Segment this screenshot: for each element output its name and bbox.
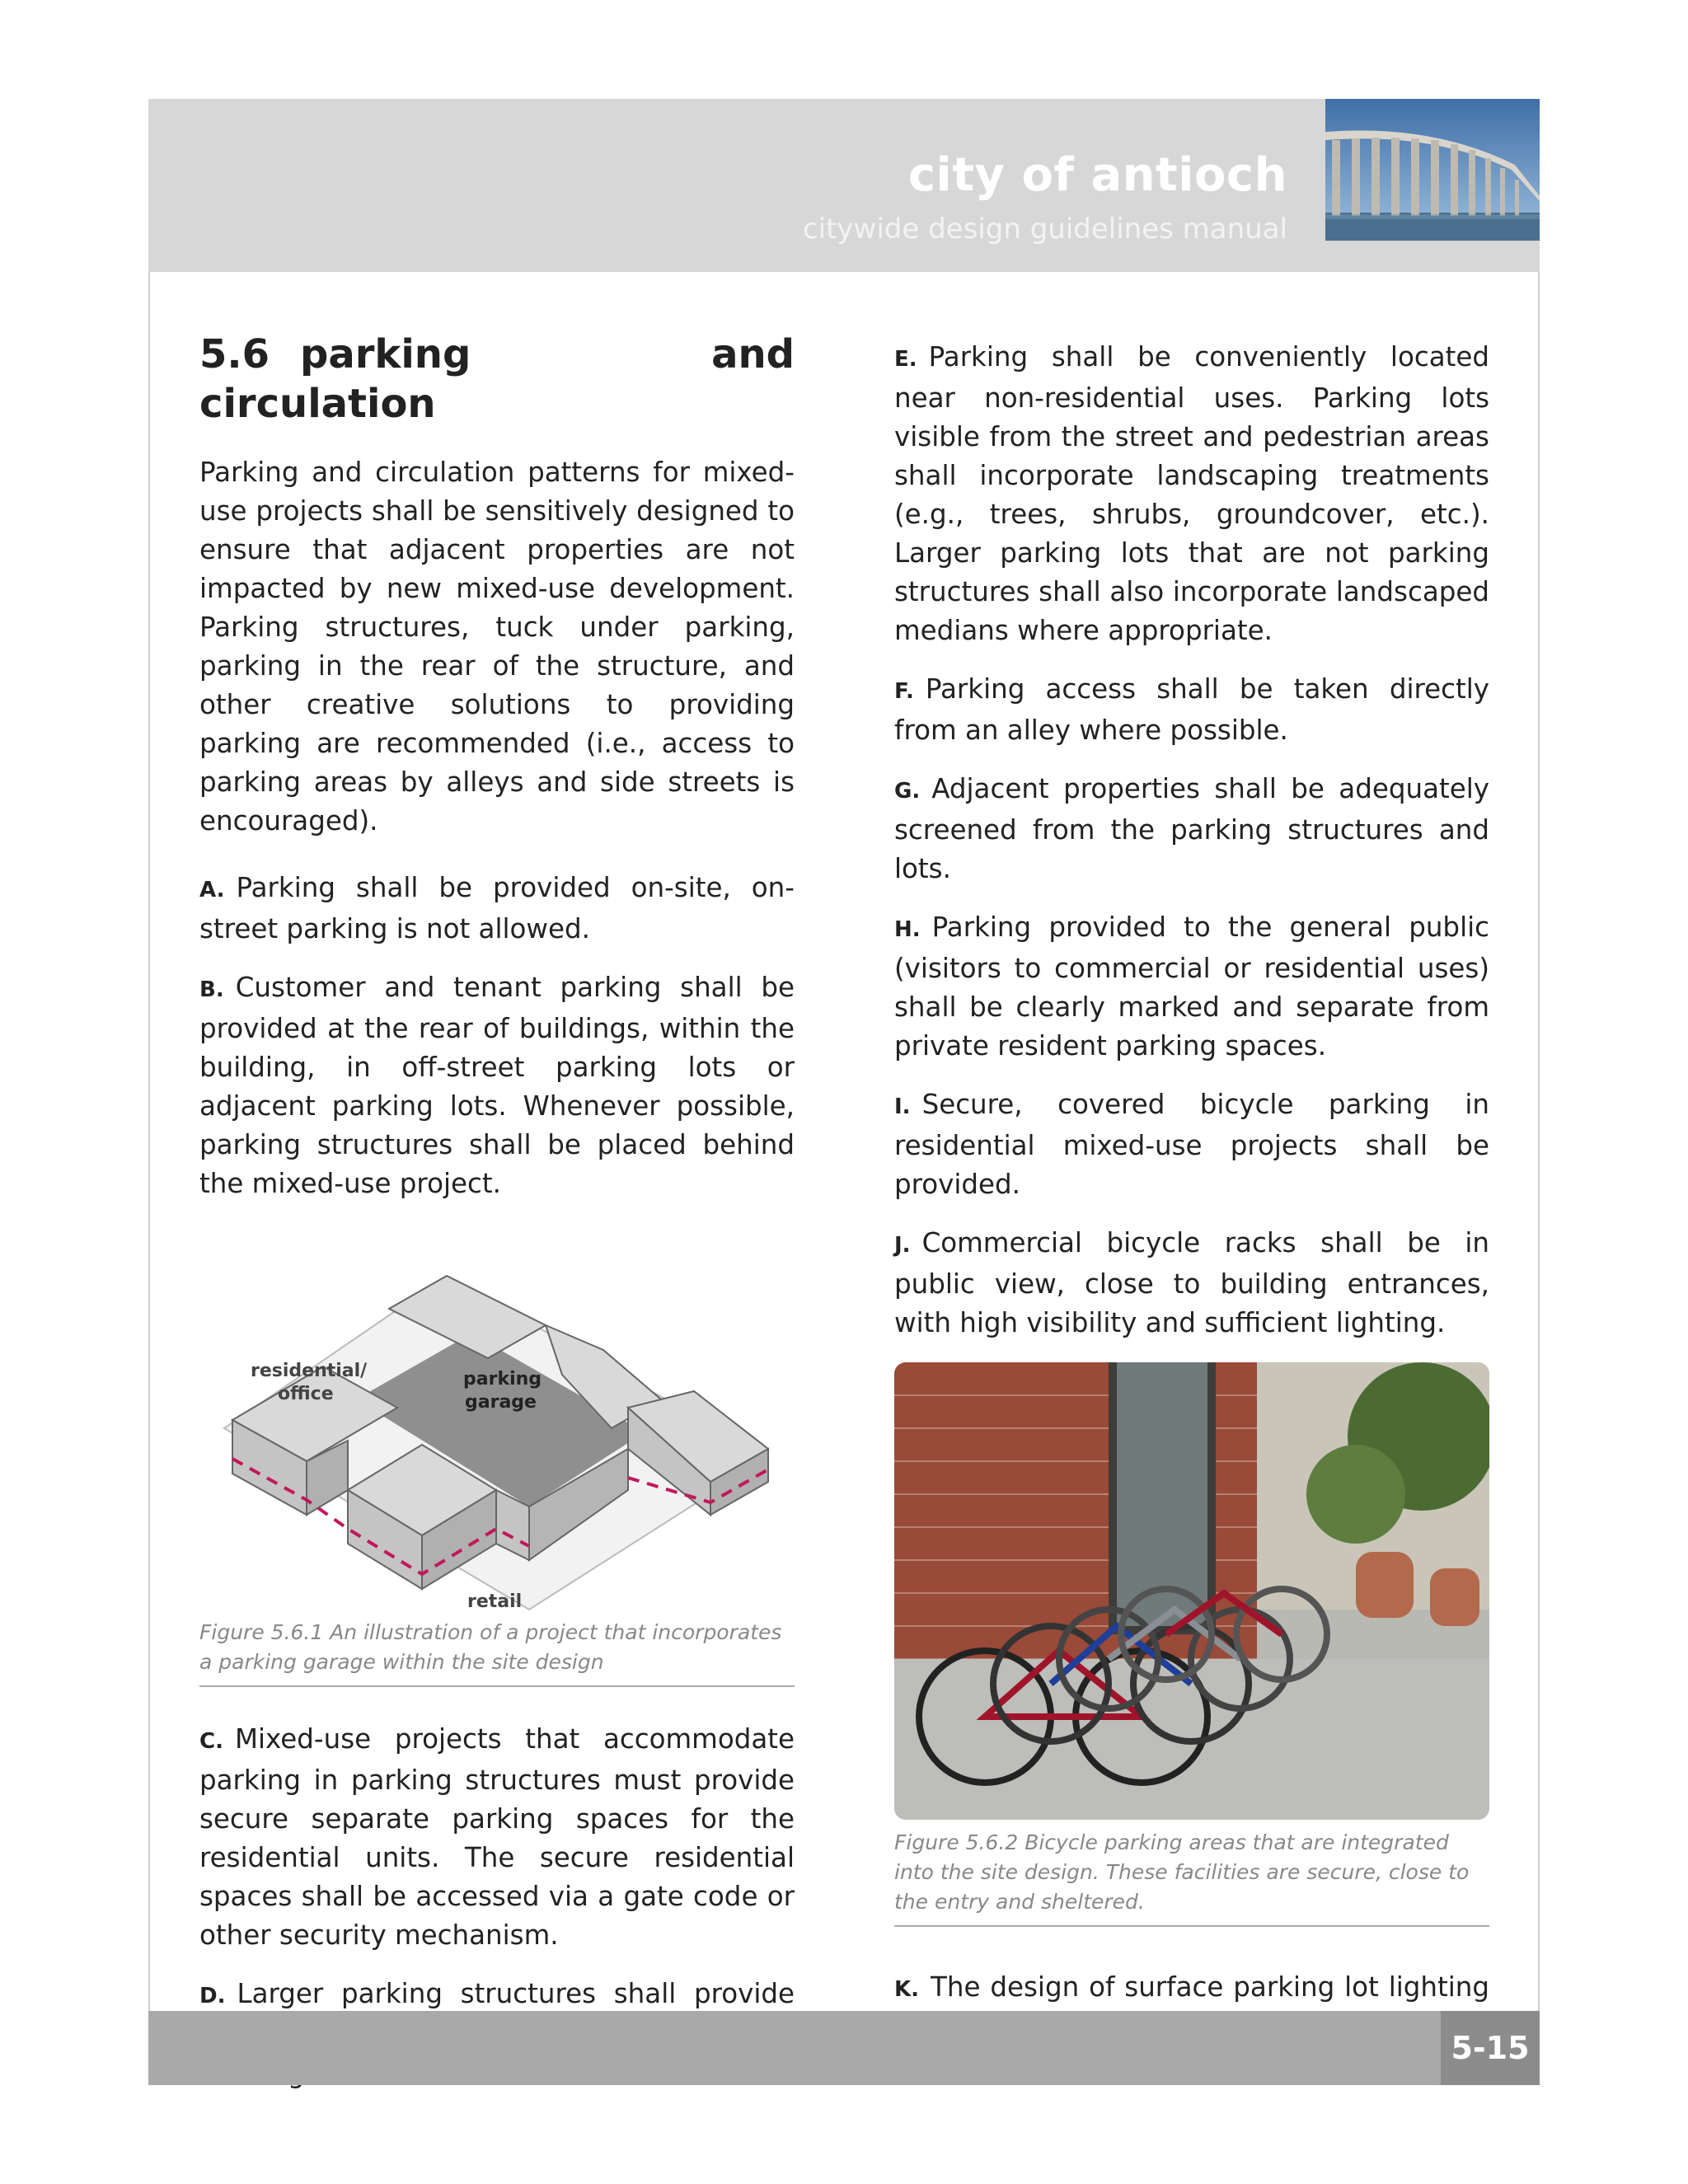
- item-letter: H.: [894, 917, 921, 942]
- item-j: [894, 1224, 1489, 1343]
- item-letter: J.: [894, 1233, 911, 1258]
- item-text: Larger parking structures shall provide: [237, 1978, 795, 2009]
- bicycle-rack-photo: [894, 1362, 1489, 1820]
- left-column: [199, 330, 795, 2113]
- item-text: Commercial bicycle racks shall be in public view, close to building entrances, with high visibility and sufficient lighting.: [894, 1227, 1489, 1338]
- item-text: Mixed-use projects that accommodate parking in parking structures must provide secure separate parking spaces for the residential units. The secure residential spaces shall be accessed via a gate code or other security mechanism.: [199, 1723, 795, 1951]
- item-i: [894, 1085, 1489, 1204]
- item-e: [894, 338, 1489, 650]
- label-residential: residential/: [251, 1361, 368, 1381]
- item-letter: G.: [894, 779, 921, 804]
- header-subtitle: citywide design guidelines manual: [802, 213, 1287, 246]
- page-footer: [148, 2011, 1540, 2085]
- item-c: [199, 1720, 795, 1955]
- item-text: Customer and tenant parking shall be provided at the rear of buildings, within the building, in off-street parking lots or adjacent parking lots. Whenever possible, parking structures shall be placed behind the mixed-use project.: [199, 972, 795, 1199]
- bridge-photo: [1325, 99, 1540, 241]
- item-a: [199, 869, 795, 949]
- item-letter: A.: [199, 878, 225, 902]
- item-text: The design of surface parking lot lighting: [931, 1971, 1489, 2003]
- item-letter: E.: [894, 347, 917, 372]
- figure-1: [199, 1243, 795, 1687]
- right-column: [894, 338, 1489, 2107]
- section-title: parking and circulation: [199, 331, 795, 427]
- item-text: Adjacent properties shall be adequately screened from the parking structures and lots.: [894, 773, 1489, 884]
- item-f: [894, 670, 1489, 750]
- figure-1-caption: Figure 5.6.1 An illustration of a project that incorporates a parking garage within the site design: [199, 1618, 795, 1687]
- item-g: [894, 770, 1489, 888]
- parking-garage-illustration: [199, 1243, 795, 1618]
- item-text: Parking provided to the general public (visitors to commercial or residential uses) shall be clearly marked and separate from private resident parking spaces.: [894, 912, 1489, 1062]
- item-letter: C.: [199, 1729, 223, 1754]
- label-office: office: [278, 1384, 334, 1404]
- label-garage: garage: [465, 1392, 537, 1413]
- item-letter: K.: [894, 1977, 920, 2002]
- item-letter: I.: [894, 1094, 911, 1119]
- intro-paragraph: Parking and circulation patterns for mixed-use projects shall be sensitively designed to ensure that adjacent properties are not impacted by new mixed-use development. Parking structures, tuck under parking, parking in the rear of the structure, and other creative solutions to providing parking are recommended (i.e., access to parking areas by alleys and side streets is encouraged).: [199, 457, 795, 837]
- section-number: 5.6: [199, 331, 270, 377]
- item-letter: B.: [199, 977, 224, 1002]
- item-h: [894, 908, 1489, 1066]
- item-letter: F.: [894, 679, 914, 704]
- label-parking: parking: [463, 1369, 542, 1390]
- label-retail: retail: [467, 1591, 523, 1612]
- figure-2: [894, 1362, 1489, 1927]
- item-letter: D.: [199, 1984, 226, 2008]
- item-text: Secure, covered bicycle parking in residential mixed-use projects shall be provided.: [894, 1089, 1489, 1200]
- item-text: Parking shall be provided on-site, on-street parking is not allowed.: [199, 872, 795, 944]
- page-number: 5-15: [1441, 2011, 1540, 2085]
- item-b: [199, 968, 795, 1203]
- item-text: Parking access shall be taken directly from an alley where possible.: [894, 673, 1489, 746]
- header-title: city of antioch: [907, 148, 1287, 202]
- item-text: Parking shall be conveniently located near non-residential uses. Parking lots visible from the street and pedestrian areas shall incorporate landscaping treatments (e.g., trees, shrubs, groundcover, etc.). Larger parking lots that are not parking structures shall also incorporate landscaped medians where appropriate.: [894, 341, 1489, 646]
- section-heading: [199, 330, 795, 429]
- figure-2-caption: Figure 5.6.2 Bicycle parking areas that are integrated into the site design. These facilities are secure, close to the entry and sheltered.: [894, 1828, 1489, 1927]
